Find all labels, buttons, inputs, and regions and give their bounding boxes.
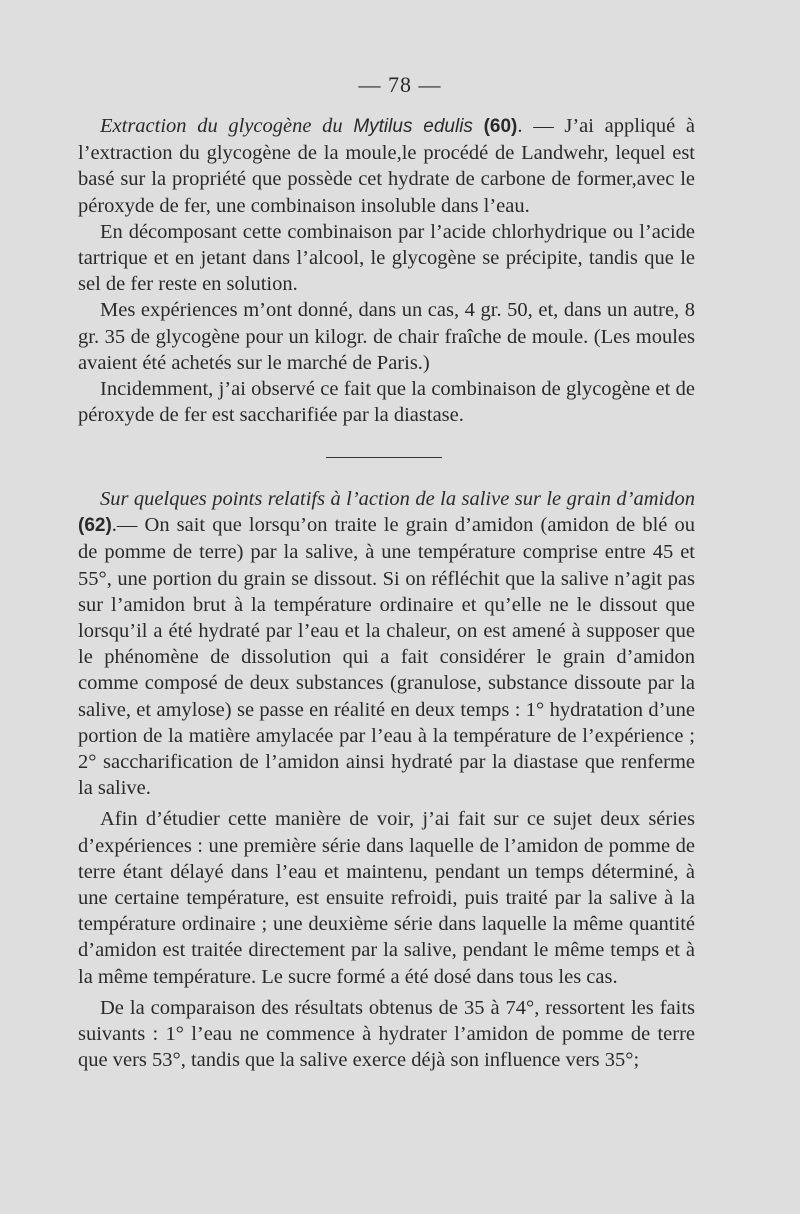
section2-reference: (62) (78, 515, 112, 537)
section1-paragraph-2: En décomposant cette combinaison par l’acide chlorhydrique ou l’acide tartrique et en jetant dans l’alcool, le glycogène se précipite, tandis que le sel de fer reste en solution. (78, 220, 695, 296)
section2-paragraph-1 (78, 486, 695, 801)
section-divider (326, 457, 442, 458)
section1-paragraph-4: Incidemment, j’ai observé ce fait que la combinaison de glycogène et de péroxyde de fer est saccharifiée par la diastase. (78, 378, 695, 427)
section1-paragraph-3: Mes expériences m’ont donné, dans un cas, 4 gr. 50, et, dans un autre, 8 gr. 35 de glycogène pour un kilogr. de chair fraîche de moule. (Les moules avaient été achetés sur le marché de Paris.) (78, 299, 695, 374)
section1-title: Extraction du glycogène du (100, 115, 354, 137)
section1-paragraph-1 (78, 113, 695, 219)
section1-title-species: Mytilus edulis (353, 116, 473, 137)
section2-paragraph-1-text: .— On sait que lorsqu’on traite le grain d’amidon (amidon de blé ou de pomme de terre) par la salive, à une température comprise entre 45 et 55°, une portion du grain se dissout. Si on réfléchit que la salive n’agit pas sur l’amidon brut à la température ordinaire et qu’elle ne le dissout que lorsqu’il a été hydraté par l’eau et la chaleur, on est amené à supposer que le phénomène de dissolution qui a fait considérer le grain d’amidon comme composé de deux substances (granulose, substance dissoute par la salive, et amylose) se passe en réalité en deux temps : 1° hydratation d’une portion de la matière amylacée par l’eau à la température de l’expérience ; 2° saccharification de l’amidon ainsi hydraté par la diastase que renferme la salive. (78, 514, 695, 800)
section2-paragraph-2: Afin d’étudier cette manière de voir, j’ai fait sur ce sujet deux séries d’expériences : une première série dans laquelle de l’amidon de pomme de terre étant délayé dans l’eau et maintenu, pendant un temps déterminé, à une certaine température, est ensuite refroidi, puis traité par la salive à la température ordinaire ; une deuxième série dans laquelle la même quantité d’amidon est traitée directement par la salive, pendant le même temps et à la même température. Le sucre formé a été dosé dans tous les cas. (78, 808, 695, 988)
page-number: — 78 — (358, 72, 442, 97)
section2-paragraph-3: De la comparaison des résultats obtenus de 35 à 74°, ressortent les faits suivants : 1° l’eau ne commence à hydrater l’amidon de pomme de terre que vers 53°, tandis que la salive exerce déjà son influence vers 35°; (78, 996, 695, 1072)
section2-title: Sur quelques points relatifs à l’action de la salive sur le grain d’amidon (100, 488, 695, 510)
section-glycogene (78, 113, 695, 428)
section1-paragraph-1-text: . — J’ai appliqué à l’extraction du glycogène de la moule,le procédé de Landwehr, lequel est basé sur la propriété que possède cet hydrate de carbone de former,avec le péroxyde de fer, une combinaison insoluble dans l’eau. (78, 115, 695, 217)
section-salive-amidon (78, 486, 695, 1073)
section1-reference: (60) (483, 116, 518, 137)
